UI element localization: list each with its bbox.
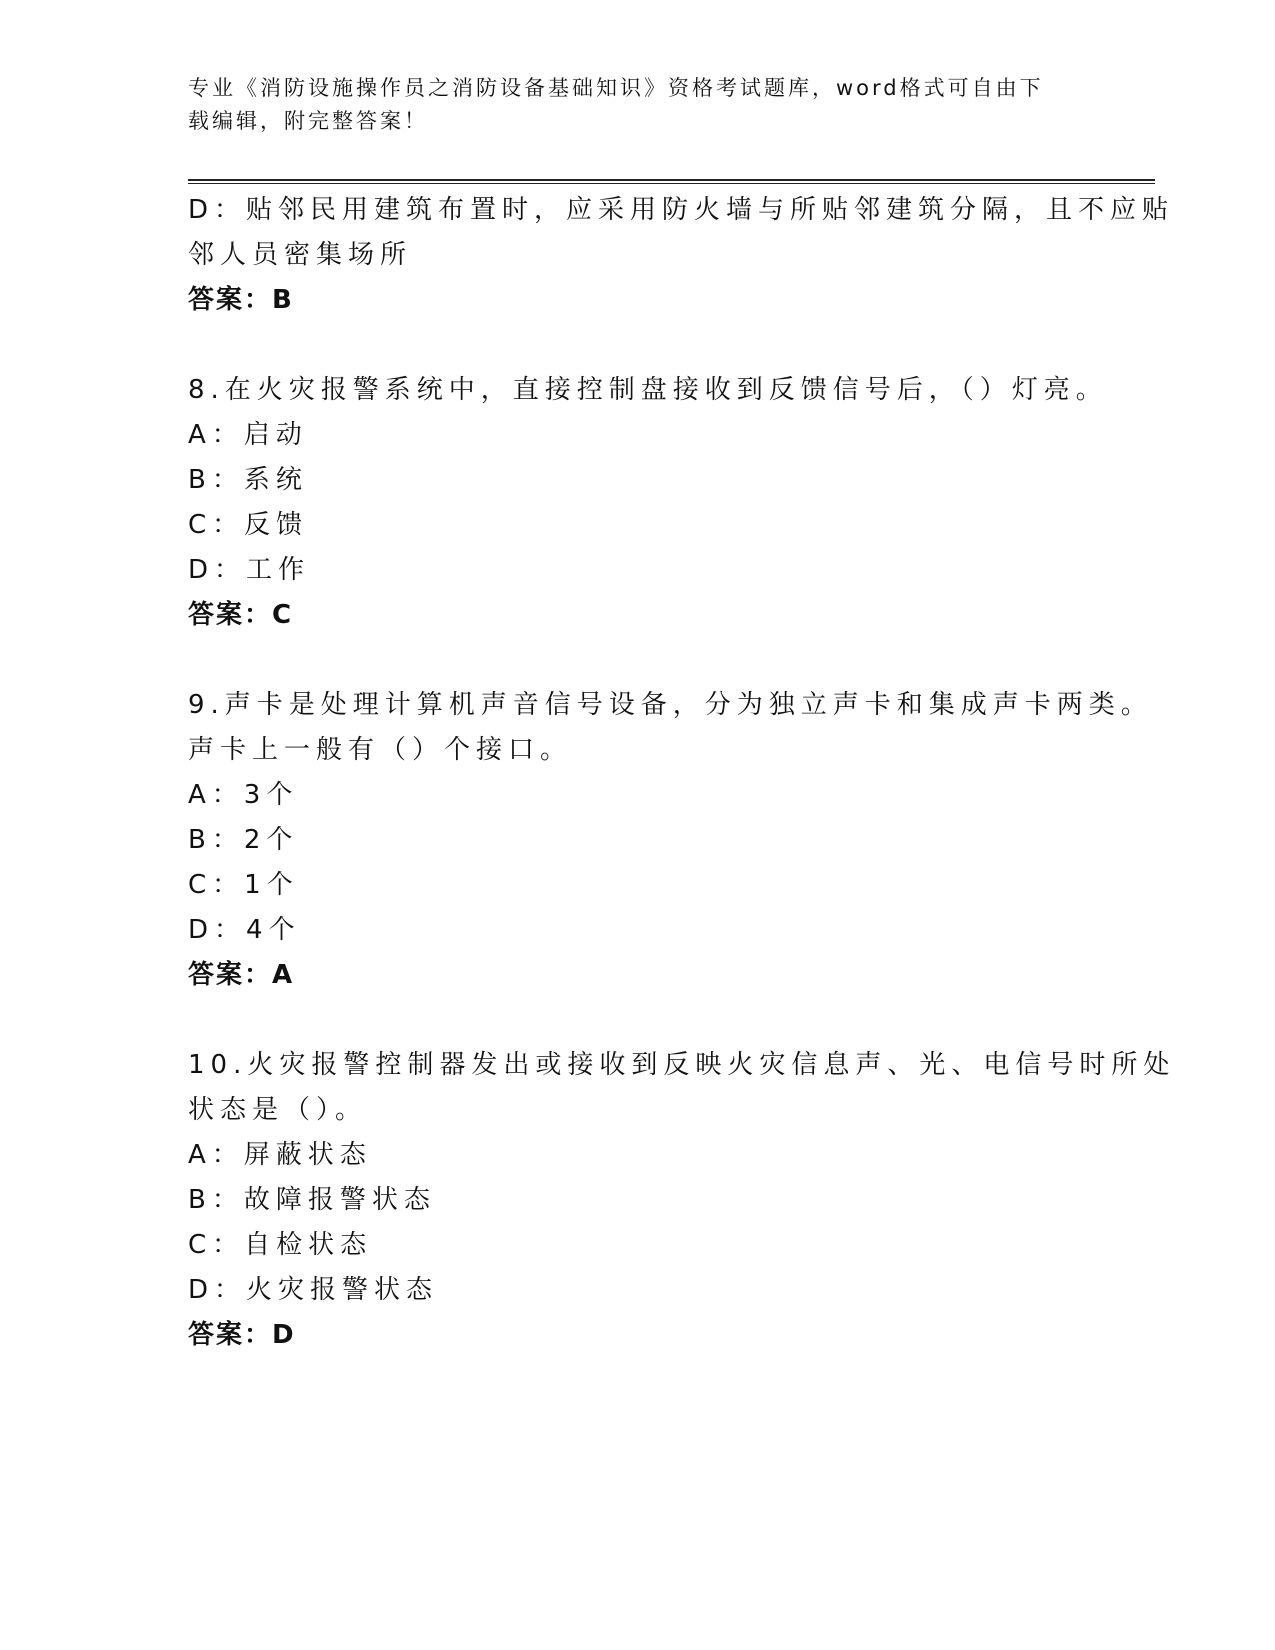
answer: 答案：C (188, 600, 294, 630)
option-d-continued: 邻人员密集场所 (188, 240, 413, 270)
option-d: D：4个 (188, 915, 301, 945)
spacer (188, 998, 1088, 1043)
document-header (188, 72, 1068, 138)
option-b: B：2个 (188, 825, 299, 855)
option-a: A：启动 (188, 420, 308, 450)
answer: 答案：A (188, 960, 295, 990)
option-d: D：火灾报警状态 (188, 1275, 439, 1305)
option-c: C：自检状态 (188, 1230, 373, 1260)
header-line-2: 载编辑，附完整答案！ (188, 109, 428, 133)
question-text: 9.声卡是处理计算机声音信号设备，分为独立声卡和集成声卡两类。 (188, 690, 1153, 720)
header-line-1: 专业《消防设施操作员之消防设备基础知识》资格考试题库，word格式可自由下 (188, 76, 1044, 100)
question-text-continued: 声卡上一般有（）个接口。 (188, 735, 573, 765)
header-divider-thin (188, 183, 1155, 184)
option-d: D：工作 (188, 555, 311, 585)
option-b: B：故障报警状态 (188, 1185, 436, 1215)
question-10 (188, 1043, 1176, 1358)
question-text: 8.在火灾报警系统中，直接控制盘接收到反馈信号后，（）灯亮。 (188, 375, 1108, 405)
option-c: C：1个 (188, 870, 299, 900)
question-8 (188, 368, 1108, 638)
option-a: A：3个 (188, 780, 299, 810)
spacer (188, 638, 1088, 683)
previous-question-tail (188, 188, 1175, 323)
option-a: A：屏蔽状态 (188, 1140, 372, 1170)
question-text: 10.火灾报警控制器发出或接收到反映火灾信息声、光、电信号时所处 (188, 1050, 1176, 1080)
question-text-continued: 状态是（）。 (188, 1095, 368, 1125)
header-divider-thick (188, 179, 1155, 181)
option-d: D：贴邻民用建筑布置时，应采用防火墙与所贴邻建筑分隔，且不应贴 (188, 195, 1175, 225)
option-b: B：系统 (188, 465, 308, 495)
spacer (188, 323, 1088, 368)
question-9 (188, 683, 1153, 998)
answer: 答案：B (188, 285, 294, 315)
question-content (188, 188, 1176, 1358)
option-c: C：反馈 (188, 510, 309, 540)
answer: 答案：D (188, 1320, 296, 1350)
